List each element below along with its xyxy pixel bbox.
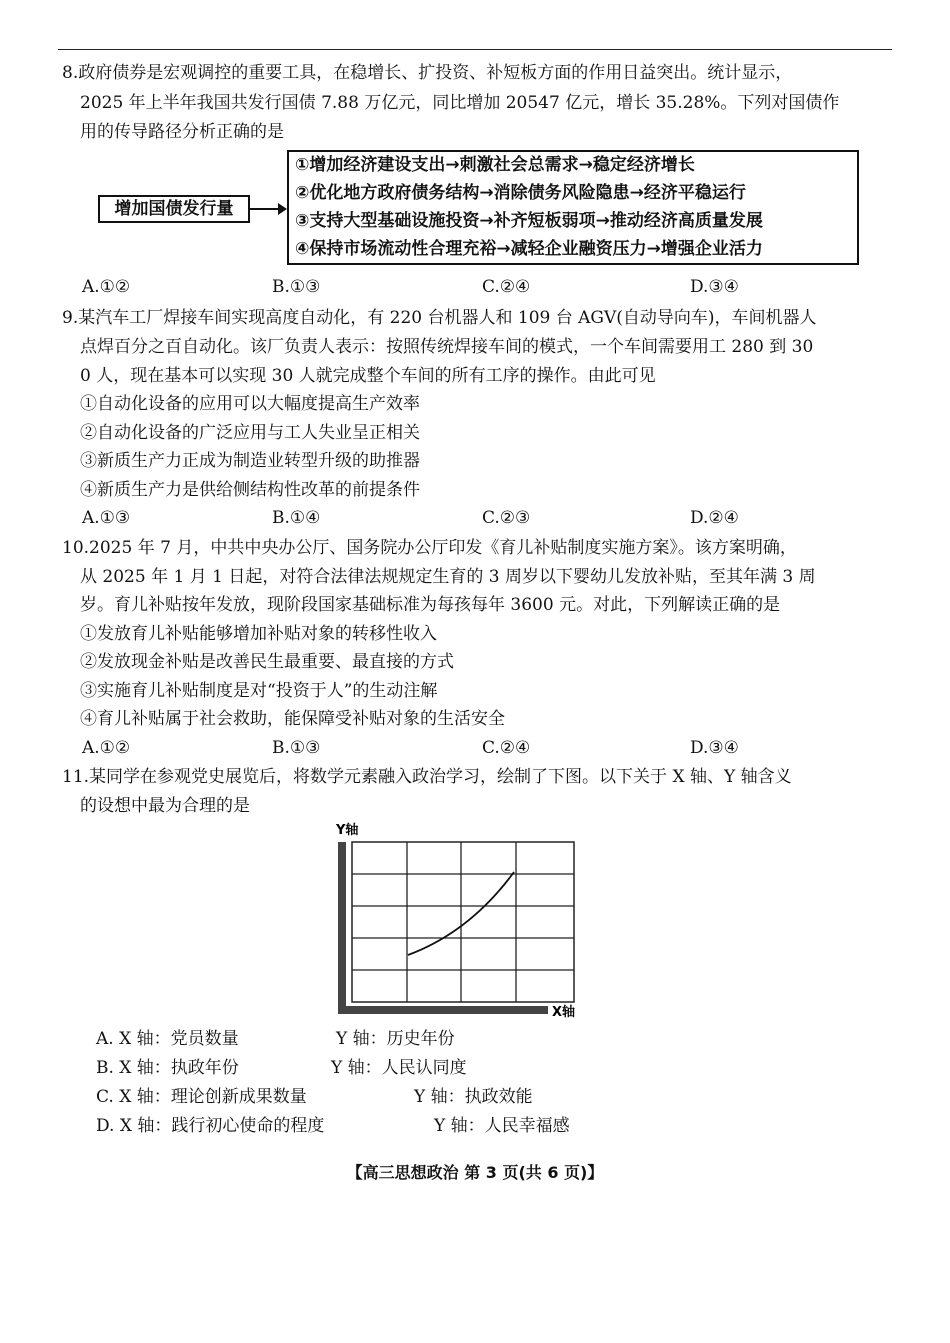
top-rule bbox=[58, 49, 892, 50]
arrow-right-icon bbox=[278, 203, 287, 215]
x-axis bbox=[338, 1006, 548, 1014]
q9-item-1: ①自动化设备的应用可以大幅度提高生产效率 bbox=[80, 394, 420, 414]
q9-item-2: ②自动化设备的广泛应用与工人失业呈正相关 bbox=[80, 423, 420, 443]
q10-option-c[interactable]: C.②④ bbox=[482, 738, 531, 758]
q9-stem-line-2: 点焊百分之百自动化。该厂负责人表示：按照传统焊接车间的模式，一个车间需要用工 280 到 30 bbox=[80, 337, 814, 357]
q11-choice-d-y: Y 轴：人民幸福感 bbox=[434, 1116, 570, 1136]
q11-stem-line-2: 的设想中最为合理的是 bbox=[80, 796, 250, 816]
q8-stem-line-3: 用的传导路径分析正确的是 bbox=[80, 122, 284, 142]
q9-option-b[interactable]: B.①④ bbox=[272, 508, 321, 528]
q10-item-4: ④育儿补贴属于社会救助，能保障受补贴对象的生活安全 bbox=[80, 709, 505, 729]
q10-item-3: ③实施育儿补贴制度是对“投资于人”的生动注解 bbox=[80, 681, 438, 701]
source-box: 增加国债发行量 bbox=[98, 195, 250, 223]
q8-option-b[interactable]: B.①③ bbox=[272, 277, 321, 297]
q11-chart bbox=[330, 820, 590, 1020]
grid-frame bbox=[352, 842, 574, 1002]
q8-option-d[interactable]: D.③④ bbox=[690, 277, 739, 297]
path-2: ②优化地方政府债务结构→消除债务风险隐患→经济平稳运行 bbox=[295, 183, 746, 203]
q11-choice-c-y: Y 轴：执政效能 bbox=[414, 1087, 533, 1107]
q9-item-3: ③新质生产力正成为制造业转型升级的助推器 bbox=[80, 451, 420, 471]
q9-option-c[interactable]: C.②③ bbox=[482, 508, 531, 528]
q8-option-a[interactable]: A.①② bbox=[82, 277, 131, 297]
q10-stem-line-3: 岁。育儿补贴按年发放，现阶段国家基础标准为每孩每年 3600 元。对此，下列解读正确的是 bbox=[80, 595, 781, 615]
path-1: ①增加经济建设支出→刺激社会总需求→稳定经济增长 bbox=[295, 155, 695, 175]
q10-stem-line-1: 10.2025 年 7 月，中共中央办公厅、国务院办公厅印发《育儿补贴制度实施方案》。该方案明确， bbox=[62, 538, 797, 558]
q10-item-1: ①发放育儿补贴能够增加补贴对象的转移性收入 bbox=[80, 624, 437, 644]
q8-option-c[interactable]: C.②④ bbox=[482, 277, 531, 297]
q8-stem-line-1: 8.政府债券是宏观调控的重要工具，在稳增长、扩投资、补短板方面的作用日益突出。统计显示， bbox=[62, 63, 793, 83]
q10-item-2: ②发放现金补贴是改善民生最重要、最直接的方式 bbox=[80, 652, 454, 672]
q9-option-d[interactable]: D.②④ bbox=[690, 508, 739, 528]
q11-choice-a-x[interactable]: A. X 轴：党员数量 bbox=[96, 1029, 239, 1049]
q10-option-a[interactable]: A.①② bbox=[82, 738, 131, 758]
q11-choice-c-x[interactable]: C. X 轴：理论创新成果数量 bbox=[96, 1087, 307, 1107]
q10-stem-line-2: 从 2025 年 1 月 1 日起，对符合法律法规规定生育的 3 周岁以下婴幼儿发放补贴，至其年满 3 周 bbox=[80, 567, 816, 587]
q9-stem-line-3: 0 人，现在基本可以实现 30 人就完成整个车间的所有工序的操作。由此可见 bbox=[80, 366, 656, 386]
page-footer: 【高三思想政治 第 3 页(共 6 页)】 bbox=[346, 1163, 604, 1182]
path-4: ④保持市场流动性合理充裕→减轻企业融资压力→增强企业活力 bbox=[295, 239, 763, 259]
q11-stem-line-1: 11.某同学在参观党史展览后，将数学元素融入政治学习，绘制了下图。以下关于 X 轴、Y 轴含义 bbox=[62, 767, 792, 787]
q9-item-4: ④新质生产力是供给侧结构性改革的前提条件 bbox=[80, 480, 420, 500]
q11-choice-b-y: Y 轴：人民认同度 bbox=[331, 1058, 467, 1078]
q11-choice-d-x[interactable]: D. X 轴：践行初心使命的程度 bbox=[96, 1116, 325, 1136]
q11-choice-a-y: Y 轴：历史年份 bbox=[336, 1029, 455, 1049]
y-axis-label: Y轴 bbox=[336, 823, 359, 838]
path-3: ③支持大型基础设施投资→补齐短板弱项→推动经济高质量发展 bbox=[295, 211, 763, 231]
q8-stem-line-2: 2025 年上半年我国共发行国债 7.88 万亿元，同比增加 20547 亿元，增长 35.28%。下列对国债作 bbox=[80, 93, 840, 113]
y-axis bbox=[338, 842, 346, 1014]
q10-option-b[interactable]: B.①③ bbox=[272, 738, 321, 758]
x-axis-label: X轴 bbox=[552, 1005, 576, 1020]
q10-option-d[interactable]: D.③④ bbox=[690, 738, 739, 758]
q11-choice-b-x[interactable]: B. X 轴：执政年份 bbox=[96, 1058, 239, 1078]
paths-box bbox=[287, 150, 859, 265]
q9-option-a[interactable]: A.①③ bbox=[82, 508, 131, 528]
q9-stem-line-1: 9.某汽车工厂焊接车间实现高度自动化，有 220 台机器人和 109 台 AGV(自动导向车)，车间机器人 bbox=[62, 308, 817, 328]
arrow-line bbox=[250, 208, 280, 210]
